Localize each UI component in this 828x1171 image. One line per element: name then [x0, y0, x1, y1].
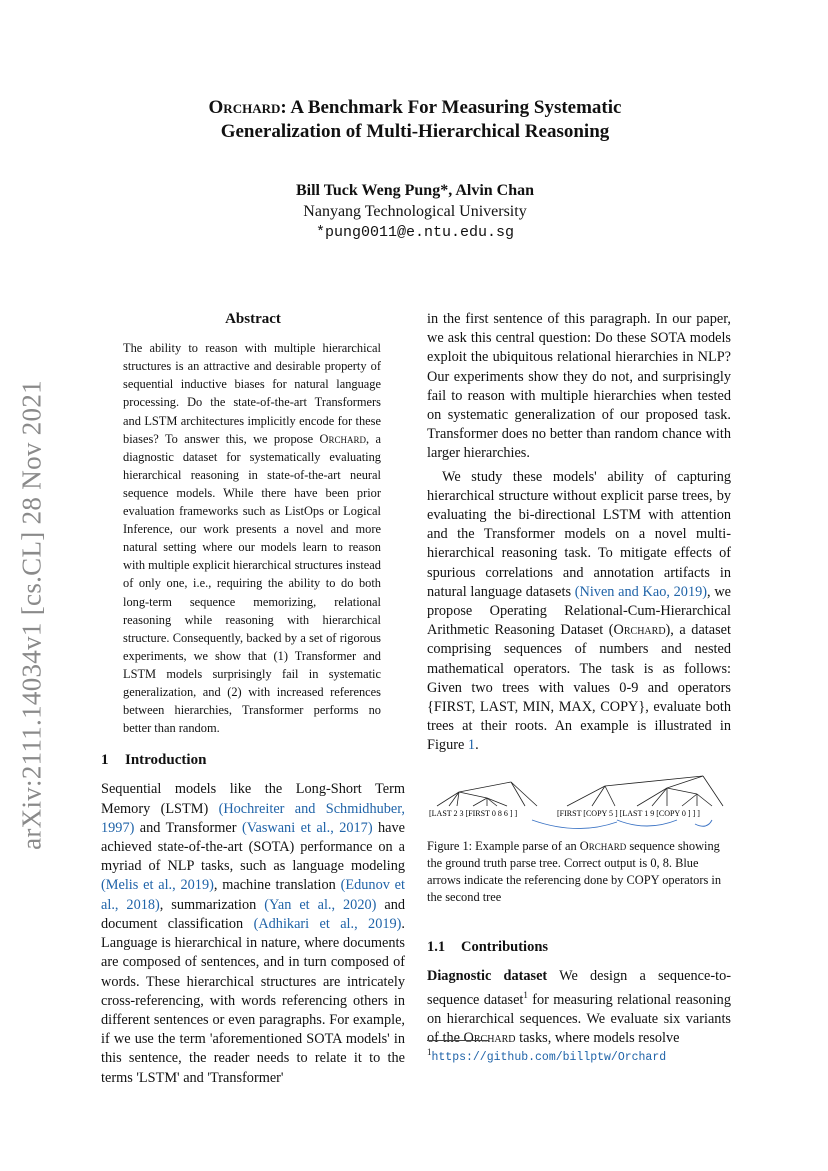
cite-melis[interactable]: (Melis et al., 2019): [101, 877, 214, 894]
p2-text-c: ), a dataset comprising sequences of numbers and nested mathematical operators. The task is as follows: Given two trees with values 0-9 and operators {FIRST, LAST, MIN, MAX, COPY}, evaluate both trees at their roots. An example is illustrated in Figure: [427, 622, 731, 754]
figure-1: [427, 774, 731, 834]
contrib-text-1: We design a sequence-to-sequence dataset: [427, 967, 731, 1008]
caption-text-b: sequence showing the ground truth parse tree. Correct output is 0, 8. Blue arrows indicate the referencing done by COPY operators in the second tree: [427, 838, 722, 904]
caption-orchard: Orchard: [579, 838, 627, 853]
intro-title: Introduction: [125, 752, 207, 769]
contrib-title: Contributions: [461, 938, 549, 955]
figure-sequence-2: [FIRST [COPY 5 ] [LAST 1 9 [COPY 0 ] ] ]: [557, 808, 700, 818]
p2-text-d: .: [475, 737, 479, 754]
cite-vaswani[interactable]: (Vaswani et al., 2017): [241, 819, 373, 836]
contrib-text-3: tasks, where models resolve: [515, 1030, 680, 1047]
abstract-part1: The ability to reason with multiple hierarchical structures is an attractive and desirable property of sequential inductive biases for natural language processing. Do the state-of-the-art Transformers and LSTM architectures implicitly encode for these biases? To answer this, we propose: [123, 341, 381, 446]
footnote-url[interactable]: https://github.com/billptw/Orchard: [431, 1050, 667, 1064]
intro-paragraph: [101, 780, 405, 1087]
contrib-text-2: for measuring relational reasoning on hierarchical sequences. We evaluate six variants of the: [427, 991, 731, 1047]
footnote-number: 1: [427, 1047, 432, 1057]
title-orchard: Orchard: [208, 97, 281, 118]
contrib-heading: [427, 938, 731, 957]
author-block: [100, 180, 730, 243]
parse-tree-figure: [427, 774, 731, 834]
intro-text-4: , machine translation: [213, 877, 341, 894]
contrib-number: 1.1: [427, 938, 446, 955]
tree-1-edges: [437, 782, 537, 806]
contrib-paragraph: [427, 967, 731, 1049]
caption-text-a: Figure 1: Example parse of an: [427, 838, 580, 853]
right-column: [427, 310, 731, 1048]
cite-adhikari[interactable]: (Adhikari et al., 2019): [253, 915, 402, 932]
intro-text-6: and document classification: [101, 896, 405, 932]
figure-caption: [427, 838, 731, 906]
right-paragraph-1: in the first sentence of this paragraph. In our paper, we ask this central question: Do these SOTA models exploit the ubiquitous relational hierarchies in NLP? Our experiments show they do not, and surprisingly fail to reason with multiple hierarchies when tested on systematic generalization of our proposed task. Transformer does no better than random chance with larger hierarchies.: [427, 311, 731, 462]
abstract-orchard: Orchard: [319, 431, 367, 446]
p2-text-a: We study these models' ability of capturing hierarchical structure without explicit parse trees, by evaluating the bi-directional LSTM with attention and the Transformer models on a novel multi-hierarchical reasoning task. To mitigate effects of spurious correlations and annotation artifacts in natural language datasets: [427, 468, 731, 600]
footnote-rule: [427, 1040, 489, 1041]
figure-ref-link[interactable]: 1: [467, 737, 476, 754]
intro-text-5: , summarization: [159, 896, 265, 913]
p2-text-b: , we propose Operating Relational-Cum-Hierarchical Arithmetic Reasoning Dataset (: [427, 583, 731, 639]
reference-arrows: [532, 820, 712, 829]
cite-niven[interactable]: (Niven and Kao, 2019): [574, 583, 708, 600]
cite-yan[interactable]: (Yan et al., 2020): [264, 896, 377, 913]
intro-heading: [101, 751, 405, 770]
author-names: Bill Tuck Weng Pung*, Alvin Chan: [295, 182, 535, 199]
tree-2-edges: [567, 776, 723, 806]
intro-text-1: Sequential models like the Long-Short Term Memory (LSTM): [101, 781, 405, 817]
runin-heading: Diagnostic dataset: [427, 967, 548, 984]
title-line1: : A Benchmark For Measuring Systematic: [280, 97, 622, 118]
arxiv-stamp-text: arXiv:2111.14034v1 [cs.CL] 28 Nov 2021: [16, 380, 47, 850]
footnote: [427, 1040, 731, 1064]
contrib-orchard: Orchard: [463, 1030, 516, 1047]
right-paragraph-2: [427, 468, 731, 756]
abstract-text: [123, 339, 381, 737]
arxiv-stamp: [12, 360, 52, 870]
figure-sequence-1: [LAST 2 3 [FIRST 0 8 6 ] ]: [429, 808, 518, 818]
p2-orchard: Orchard: [613, 622, 666, 639]
intro-text-7: . Language is hierarchical in nature, where documents are composed of sentences, and in turn composed of words. These hierarchical structures are intricately cross-referencing, with words referencing others in different sentences or even paragraphs. For example, if we use the term 'aforementioned SOTA models' in this sentence, the reader needs to relate it to the terms 'LSTM' and 'Transformer': [101, 915, 405, 1086]
affiliation: Nanyang Technological University: [303, 203, 527, 220]
cite-hochreiter[interactable]: (Hochreiter and Schmidhuber, 1997): [101, 800, 405, 836]
paper-title: [100, 96, 730, 144]
intro-number: 1: [101, 752, 109, 769]
left-column: [101, 310, 405, 1088]
title-line2: Generalization of Multi-Hierarchical Reasoning: [220, 121, 610, 142]
cite-edunov[interactable]: (Edunov et al., 2018): [101, 877, 405, 913]
abstract-heading: Abstract: [225, 311, 281, 327]
abstract-part2: , a diagnostic dataset for systematically evaluating hierarchical reasoning in state-of-the-art neural sequence models. While there have been prior evaluation frameworks such as ListOps or Logical Inference, our work presents a novel and more natural setting where our models learn to reason with multiple explicit hierarchical structures instead of only one, i.e., requiring the ability to do both long-term sequence memorizing, relational reasoning while reasoning with hierarchical structure. Consequently, backed by a set of rigorous experiments, we show that (1) Transformer and LSTM models surprisingly fail in systematic generalization, and (2) with increased references between hierarchies, Transformer performs no better than random.: [123, 431, 381, 736]
intro-text-2: and Transformer: [134, 819, 242, 836]
footnote-mark[interactable]: 1: [523, 990, 528, 1001]
author-email: *pung0011@e.ntu.edu.sg: [315, 224, 515, 241]
intro-text-3: have achieved state-of-the-art (SOTA) performance on a myriad of NLP tasks, such as language modeling: [101, 819, 406, 875]
